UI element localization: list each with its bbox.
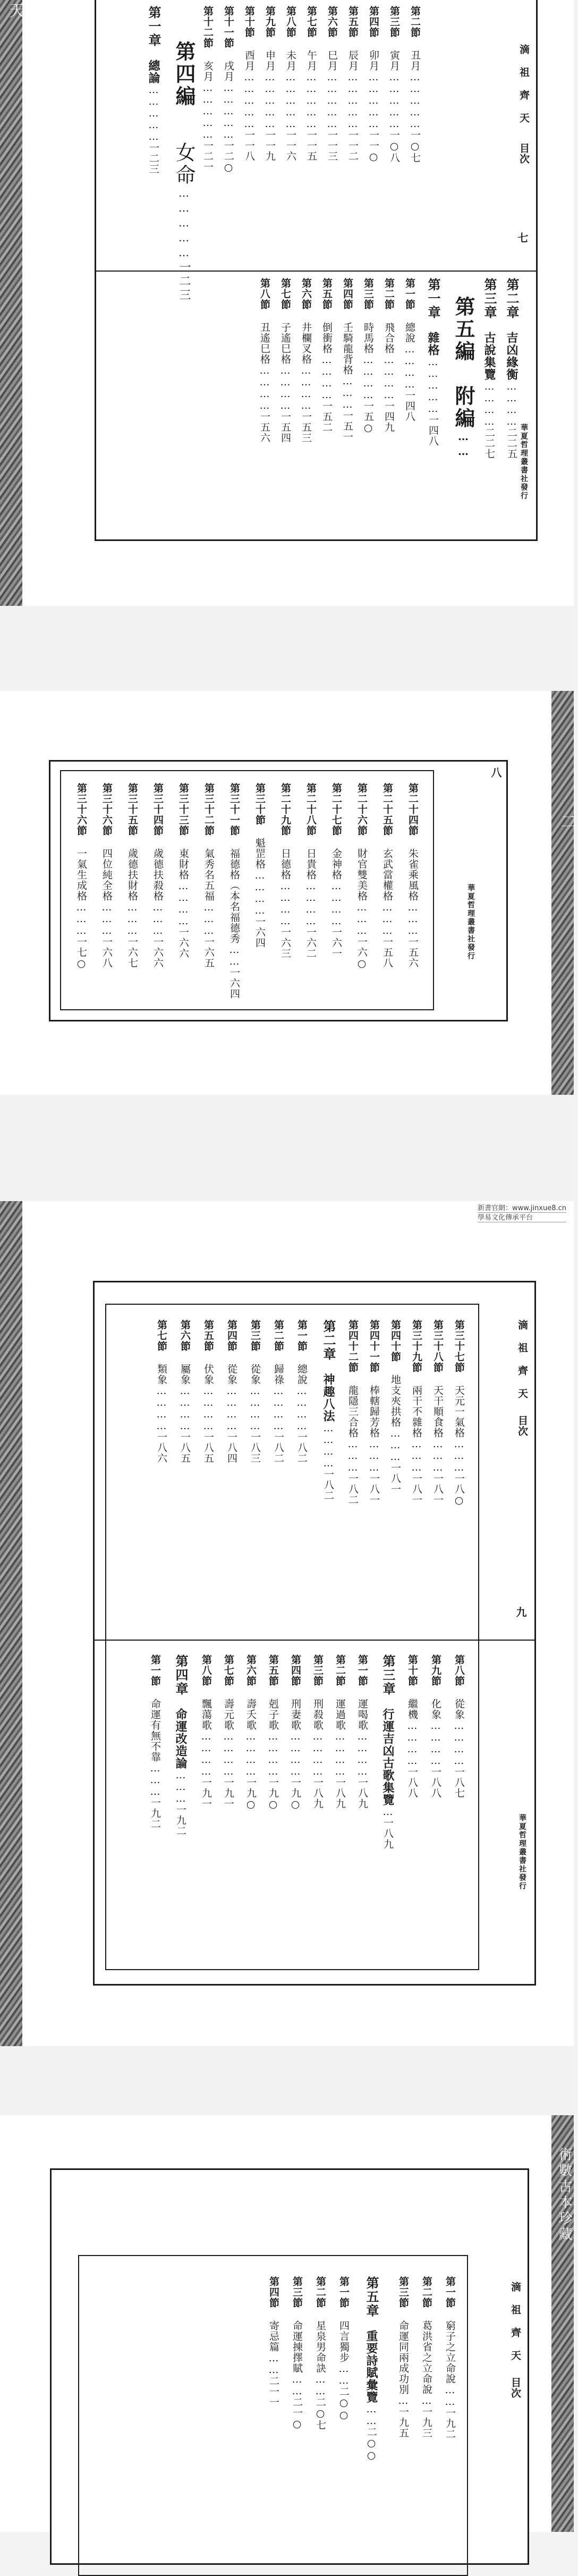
toc-entry: 第一節 窮子之立命說……一九二: [444, 2276, 456, 2439]
publisher-footer: 華夏哲理叢書社發行: [520, 424, 528, 500]
running-head-sub: 目次: [516, 1415, 528, 1437]
toc-entry: 第一節 總說…………一八二: [296, 1320, 308, 1464]
book-page-4: [0, 2115, 574, 2532]
toc-entry: 第三節 命運同兩成功別…一九五: [397, 2276, 409, 2438]
toc-entry: 第三十五節 歲德扶財格………一六七: [126, 783, 138, 968]
toc-entry: 第二節 丑月……………一○七: [409, 6, 421, 163]
toc-entry: 第七節 子遙巳格…………一五四: [279, 278, 291, 443]
toc-entry: 第一節 命運有無不靠………一九二: [149, 1654, 161, 1829]
toc-entry: 第二十五節 玄武當權格………一五八: [381, 783, 393, 968]
toc-entry: 第十節 酉月……………一一八: [243, 6, 255, 162]
frame-divider: [96, 271, 536, 272]
toc-entry: 第九節 申月……………一一九: [264, 6, 276, 162]
contents-frame: [49, 760, 508, 1021]
toc-entry: 第二節 歸祿…………一八二: [273, 1320, 284, 1464]
page-edge-left: [0, 1201, 22, 2046]
toc-entry: 第九節 化象…………一八八: [430, 1654, 441, 1798]
toc-entry: 第六節 屬象…………一八五: [179, 1320, 191, 1464]
chapter-entry: 第二章 神趣八法…………一八二: [321, 1320, 336, 1501]
toc-entry: 第七節 午月……………一一五: [305, 6, 317, 162]
toc-entry: 第三十二節 氣秀名五福………一六五: [203, 783, 215, 968]
toc-entry: 第三十一節 福德格（本名福德秀……一六四: [228, 783, 240, 999]
contents-frame: [93, 1281, 536, 1986]
toc-entry: 第三節 寅月……………一○八: [388, 6, 400, 163]
toc-entry: 第八節 未月……………一一六: [285, 6, 296, 162]
chapter-entry: 第四章 命運改造論………一九二: [173, 1654, 189, 1836]
toc-entry: 第四節 寄忌篇……二一一: [268, 2276, 279, 2408]
running-head-title: 滴 祖 齊 天: [509, 2282, 521, 2361]
toc-entry: 第二十四節 朱雀乘風格………一五六: [407, 783, 419, 968]
running-head-sub: 目次: [509, 2377, 521, 2398]
toc-entry: 第三節 刑殺歌…………一八九: [312, 1654, 324, 1809]
toc-entry: 第三十節 魁罡格…………一六四: [254, 783, 266, 948]
toc-entry: 第八節 從象…………一八七: [453, 1654, 465, 1798]
toc-entry: 第七節 壽元歌…………一九一: [223, 1654, 234, 1809]
edge-label: 天: [6, 2, 24, 20]
page-gap: [0, 606, 574, 691]
part-subtitle: 女命……………一二三: [172, 142, 196, 302]
toc-entry: 第一節 總說…………一四八: [404, 278, 415, 422]
toc-entry: 第十節 繼機…………一八八: [406, 1654, 418, 1798]
chapter-entry: 第一章 雜格……………一四八: [426, 278, 441, 446]
part-heading: 第四編: [172, 41, 196, 108]
toc-entry: 第三節 時馬格…………一五○: [362, 278, 374, 434]
toc-entry: 第六節 巳月……………一一三: [326, 6, 338, 162]
toc-entry: 第六節 壽夭歌…………一九○: [245, 1654, 257, 1811]
edge-label: 術數古本珍藏: [556, 2147, 572, 2243]
running-head-title: 滴 祖 齊 天: [516, 1320, 528, 1399]
publisher-footer: 華夏哲理叢書社發行: [466, 884, 475, 960]
toc-entry: 第十二節 亥月……………一二一: [202, 6, 214, 172]
toc-entry: 第三十三節 東財格…………一六六: [177, 783, 189, 959]
toc-entry: 第五節 辰月……………一一二: [347, 6, 359, 162]
page-number: 八: [489, 767, 502, 778]
toc-entry: 第三十八節 天干順食格………一八一: [432, 1320, 444, 1505]
chapter-entry: 第一章 總論……………一二三: [146, 6, 162, 174]
toc-entry: 第三十九節 兩干不雜格………一八一: [411, 1320, 422, 1505]
running-head-sub: 目次: [518, 143, 530, 164]
contents-frame: [95, 0, 538, 541]
book-page-2: [0, 691, 574, 1095]
chapter-entry: 第二章 吉凶緣衡…………二二五: [504, 278, 520, 459]
toc-entry: 第二節 運過歌…………一八九: [334, 1654, 346, 1809]
toc-entry: 第二十六節 財官雙美格………一六○: [356, 783, 368, 970]
chapter-entry: 第三章 古說集覽…………二二七: [482, 278, 497, 459]
toc-entry: 第一節 運喝歌…………一八九: [356, 1654, 368, 1809]
toc-entry: 第十一節 戌月……………一二○: [223, 6, 234, 174]
running-head-title: 滴 祖 齊 天: [518, 44, 530, 123]
toc-entry: 第二十八節 日貴格…………一六二: [305, 783, 317, 959]
toc-entry: 第六節 井欄叉格…………一五三: [300, 278, 312, 443]
book-page-3: [0, 1201, 574, 2046]
toc-entry: 第四十二節 龍隱三合格………一八二: [347, 1320, 359, 1505]
page-gap: [0, 1095, 574, 1201]
toc-entry: 第三十六節 四位純全格………一六八: [101, 783, 113, 968]
toc-entry: 第八節 飄蕩歌…………一九一: [200, 1654, 212, 1809]
chapter-entry: 第五章 重要詩賦彙覽……二○○: [364, 2276, 379, 2462]
edge-label: 二: [557, 813, 576, 831]
book-page-1: [0, 0, 574, 606]
toc-entry: 第四節 壬騎龍背格………一五一: [342, 278, 353, 442]
toc-entry: 第五節 伏象…………一八五: [202, 1320, 214, 1464]
page-edge-left: [0, 0, 22, 606]
part-heading: 第五編 附編……: [452, 296, 475, 460]
toc-entry: 第四十一節 棒轄歸芳格………一八一: [368, 1320, 380, 1505]
toc-entry: 第二節 飛合格…………一四九: [383, 278, 395, 433]
toc-entry: 第五節 剋子歌…………一九○: [267, 1654, 279, 1811]
toc-entry: 第三節 命運揀擇賦……二一○: [291, 2276, 303, 2430]
toc-entry: 第四節 從象…………一八四: [226, 1320, 237, 1464]
publisher-footer: 華夏哲理叢書社發行: [518, 1814, 526, 1890]
toc-entry: 第二節 葛洪省之立命說…一九三: [421, 2276, 432, 2438]
toc-entry: 第一節 四言獨步……二○○: [338, 2276, 350, 2421]
page-number: 七: [516, 232, 529, 243]
page-edge-right: [551, 691, 574, 1095]
toc-entry: 第四節 卯月……………一一○: [368, 6, 379, 163]
page-edge-right: [551, 2115, 574, 2532]
toc-entry: 第八節 丑遙巳格…………一五六: [259, 278, 270, 443]
page-number: 九: [514, 1607, 527, 1617]
toc-entry: 第二十九節 日德格…………一六三: [279, 783, 291, 959]
toc-entry: 第二節 星泉男命訣……二○七: [314, 2276, 326, 2430]
toc-entry: 第五節 倒衝格…………一五二: [321, 278, 333, 433]
toc-entry: 第四十節 地支夾拱格………一八一: [389, 1320, 401, 1494]
page-gap: [0, 2046, 574, 2115]
toc-entry: 第三十四節 歲德扶殺格………一六六: [152, 783, 164, 968]
contents-inner-frame: [60, 770, 434, 1010]
toc-entry: 第七節 類象…………一八六: [156, 1320, 167, 1464]
toc-entry: 第三節 從象…………一八三: [249, 1320, 261, 1464]
toc-entry: 第四節 刑妻歌…………一九○: [290, 1654, 301, 1811]
toc-entry: 第三十六節 一氣生成格………一七○: [75, 783, 87, 970]
toc-entry: 第二十七節 金神格…………一六一: [330, 783, 342, 959]
chapter-entry: 第三章 行運吉凶古歌集覽…一八九: [380, 1654, 396, 1849]
toc-entry: 第三十七節 天元一氣格………一八○: [453, 1320, 465, 1507]
watermark: 新書官網：www.jinxue8.cn 學易文化傳承平台: [477, 1204, 566, 1222]
contents-frame: [50, 2168, 529, 2565]
